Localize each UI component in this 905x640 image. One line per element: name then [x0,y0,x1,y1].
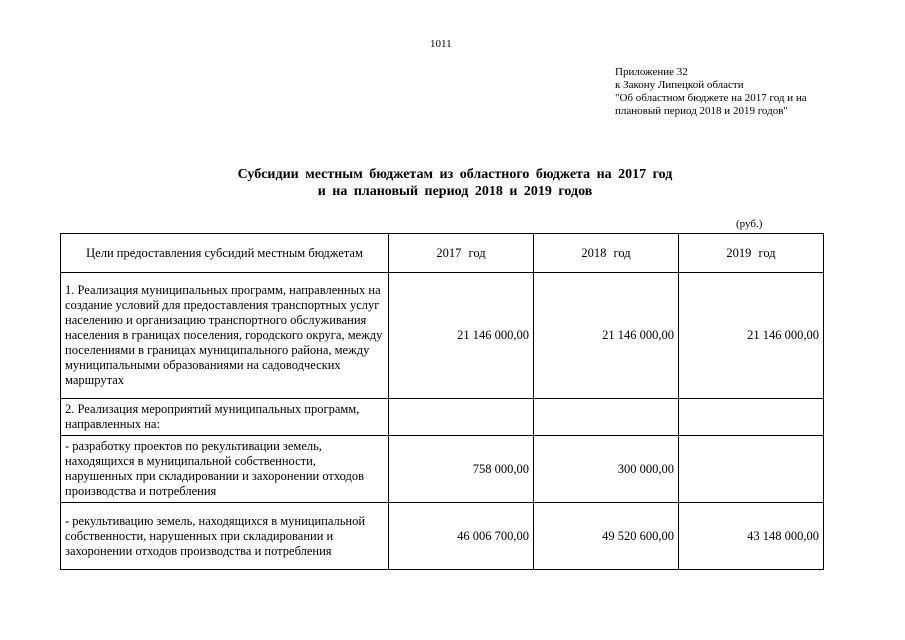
subsidies-table [60,233,824,570]
header-goal: Цели предоставления субсидий местным бюджетам [61,234,389,273]
header-2019: 2019 год [679,234,824,273]
appendix-line: "Об областном бюджете на 2017 год и на [615,92,807,104]
row-value-2018: 49 520 600,00 [534,503,679,570]
row-value-2019: 43 148 000,00 [679,503,824,570]
units-label: (руб.) [736,218,763,230]
row-value-2018: 21 146 000,00 [534,273,679,399]
row-value-2018 [534,399,679,436]
appendix-line: к Закону Липецкой области [615,79,744,91]
table-header-row [61,234,824,273]
appendix-line: плановый период 2018 и 2019 годов" [615,105,788,117]
row-value-2017: 21 146 000,00 [389,273,534,399]
row-value-2017 [389,399,534,436]
row-value-2019 [679,436,824,503]
row-goal: 2. Реализация мероприятий муниципальных программ, направленных на: [61,399,389,436]
header-2017: 2017 год [389,234,534,273]
row-goal: - рекультивацию земель, находящихся в муниципальной собственности, нарушенных при складировании и захоронении отходов производства и потребления [61,503,389,570]
appendix-reference [615,66,807,118]
table-row [61,273,824,399]
table-row [61,399,824,436]
appendix-line: Приложение 32 [615,66,688,78]
row-value-2017: 46 006 700,00 [389,503,534,570]
row-value-2018: 300 000,00 [534,436,679,503]
table-row [61,503,824,570]
title-line-1: Субсидии местным бюджетам из областного бюджета на 2017 год [237,167,673,182]
document-title [60,166,850,200]
header-2018: 2018 год [534,234,679,273]
title-line-2: и на плановый период 2018 и 2019 годов [317,184,593,199]
row-goal: 1. Реализация муниципальных программ, направленных на создание условий для предоставления транспортных услуг населению и организацию транспортного обслуживания населения в границах поселения, городского округа, между поселениями в границах муниципального района, между муниципальными образованиями на садоводческих маршрутах [61,273,389,399]
row-value-2017: 758 000,00 [389,436,534,503]
page-number: 1011 [430,38,452,50]
row-value-2019 [679,399,824,436]
table-row [61,436,824,503]
row-goal: - разработку проектов по рекультивации земель, находящихся в муниципальной собственности, нарушенных при складировании и захоронении отходов производства и потребления [61,436,389,503]
row-value-2019: 21 146 000,00 [679,273,824,399]
